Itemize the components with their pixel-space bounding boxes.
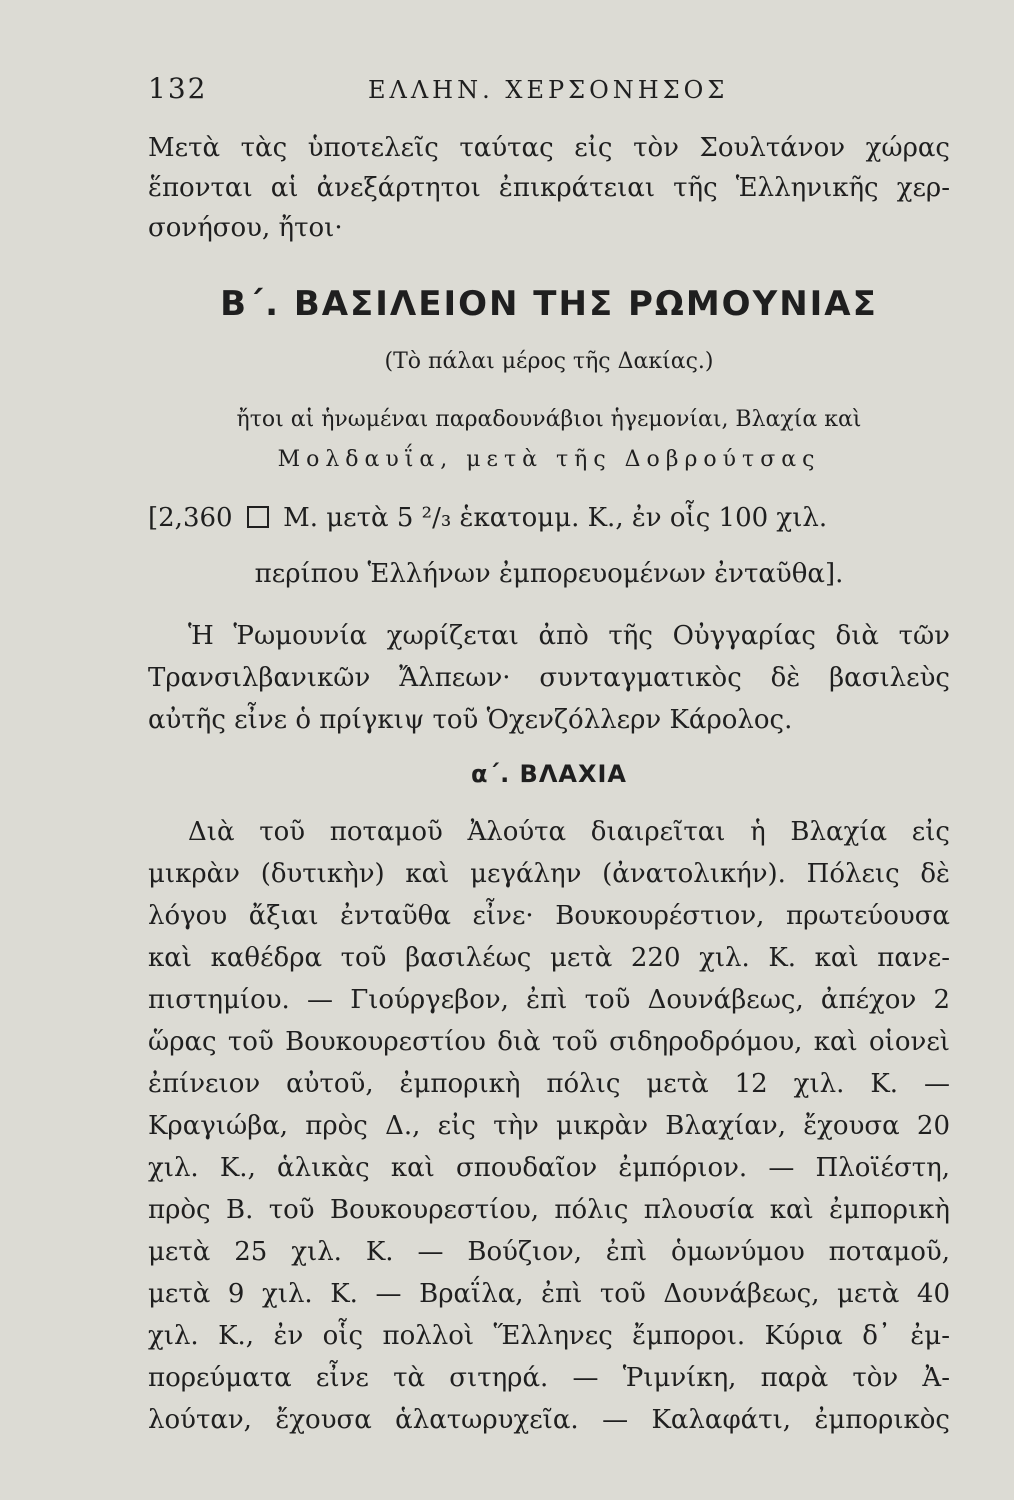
subsection-title: α΄. ΒΛΑΧΙΑ	[470, 760, 627, 788]
paragraph-line: Κραγιώβα, πρὸς Δ., εἰς τὴν μικρὰν Βλαχίαν, ἔχουσα 20	[148, 1111, 950, 1141]
intro-line: Μετὰ τὰς ὑποτελεῖς ταύτας εἰς τὸν Σουλτάνον χώρας	[148, 133, 950, 163]
paragraph-line: Διὰ τοῦ ποταμοῦ Ἀλούτα διαιρεῖται ἡ Βλαχία εἰς	[188, 817, 950, 847]
description-line: ἤτοι αἱ ἡνωμέναι παραδουνάβιοι ἡγεμονίαι, Βλαχία καὶ	[236, 407, 862, 432]
section-subtitle: (Τὸ πάλαι μέρος τῆς Δακίας.)	[384, 349, 714, 374]
paragraph-line: λούταν, ἔχουσα ἁλατωρυχεῖα. — Καλαφάτι, ἐμπορικὸς	[148, 1405, 950, 1435]
page-number: 132	[148, 72, 208, 105]
paragraph-line: μετὰ 25 χιλ. Κ. — Βούζιον, ἐπὶ ὁμωνύμου ποταμοῦ,	[148, 1237, 950, 1267]
stats-prefix: [2,360	[148, 503, 233, 533]
paragraph-line: πορεύματα εἶνε τὰ σιτηρά. — Ῥιμνίκη, παρὰ τὸν Ἀ-	[148, 1363, 950, 1393]
running-head	[148, 72, 948, 112]
paragraph-line: Ἡ Ῥωμουνία χωρίζεται ἀπὸ τῆς Οὐγγαρίας διὰ τῶν	[188, 621, 950, 651]
paragraph-line: μικρὰν (δυτικὴν) καὶ μεγάλην (ἀνατολικήν). Πόλεις δὲ	[148, 859, 950, 889]
paragraph-line: Τρανσιλβανικῶν Ἄλπεων· συνταγματικὸς δὲ βασιλεὺς	[148, 663, 950, 693]
paragraph-line: χιλ. Κ., ἐν οἷς πολλοὶ Ἕλληνες ἔμποροι. Κύρια δ᾽ ἐμ-	[148, 1321, 950, 1351]
paragraph-line: ὥρας τοῦ Βουκουρεστίου διὰ τοῦ σιδηροδρόμου, καὶ οἱονεὶ	[148, 1027, 950, 1057]
paragraph-line: λόγου ἄξιαι ἐνταῦθα εἶνε· Βουκουρέστιον, πρωτεύουσα	[148, 901, 950, 931]
paragraph-line: μετὰ 9 χιλ. Κ. — Βραΐλα, ἐπὶ τοῦ Δουνάβεως, μετὰ 40	[148, 1279, 950, 1309]
stats-suffix: Μ. μετὰ 5 ²/₃ ἑκατομμ. Κ., ἐν οἷς 100 χιλ.	[283, 503, 828, 533]
paragraph-line: ἐπίνειον αὐτοῦ, ἐμπορικὴ πόλις μετὰ 12 χιλ. Κ. —	[148, 1069, 950, 1099]
section-title: Β΄. ΒΑΣΙΛΕΙΟΝ ΤΗΣ ΡΩΜΟΥΝΙΑΣ	[220, 284, 878, 324]
stats-line	[148, 500, 950, 536]
intro-line: ἕπονται αἱ ἀνεξάρτητοι ἐπικράτειαι τῆς Ἑλληνικῆς χερ-	[148, 173, 950, 203]
running-title: ΕΛΛΗΝ. ΧΕΡΣΟΝΗΣΟΣ	[368, 76, 729, 104]
paragraph-line: χιλ. Κ., ἁλικὰς καὶ σπουδαῖον ἐμπόριον. — Πλοϊέστη,	[148, 1153, 950, 1183]
paragraph-line: καὶ καθέδρα τοῦ βασιλέως μετὰ 220 χιλ. Κ. καὶ πανε-	[148, 943, 950, 973]
square-symbol-icon	[247, 506, 269, 528]
description-line: Μολδαυΐα, μετὰ τῆς Δοβρούτσας	[277, 447, 821, 472]
intro-line: σονήσου, ἤτοι·	[148, 213, 343, 243]
paragraph-line: αὐτῆς εἶνε ὁ πρίγκιψ τοῦ Ὁχενζόλλερν Κάρολος.	[148, 705, 793, 735]
paragraph-line: πρὸς Β. τοῦ Βουκουρεστίου, πόλις πλουσία καὶ ἐμπορικὴ	[148, 1195, 950, 1225]
stats-line: περίπου Ἑλλήνων ἐμπορευομένων ἐνταῦθα].	[254, 559, 844, 589]
paragraph-line: πιστημίου. — Γιούργεβον, ἐπὶ τοῦ Δουνάβεως, ἀπέχον 2	[148, 985, 950, 1015]
